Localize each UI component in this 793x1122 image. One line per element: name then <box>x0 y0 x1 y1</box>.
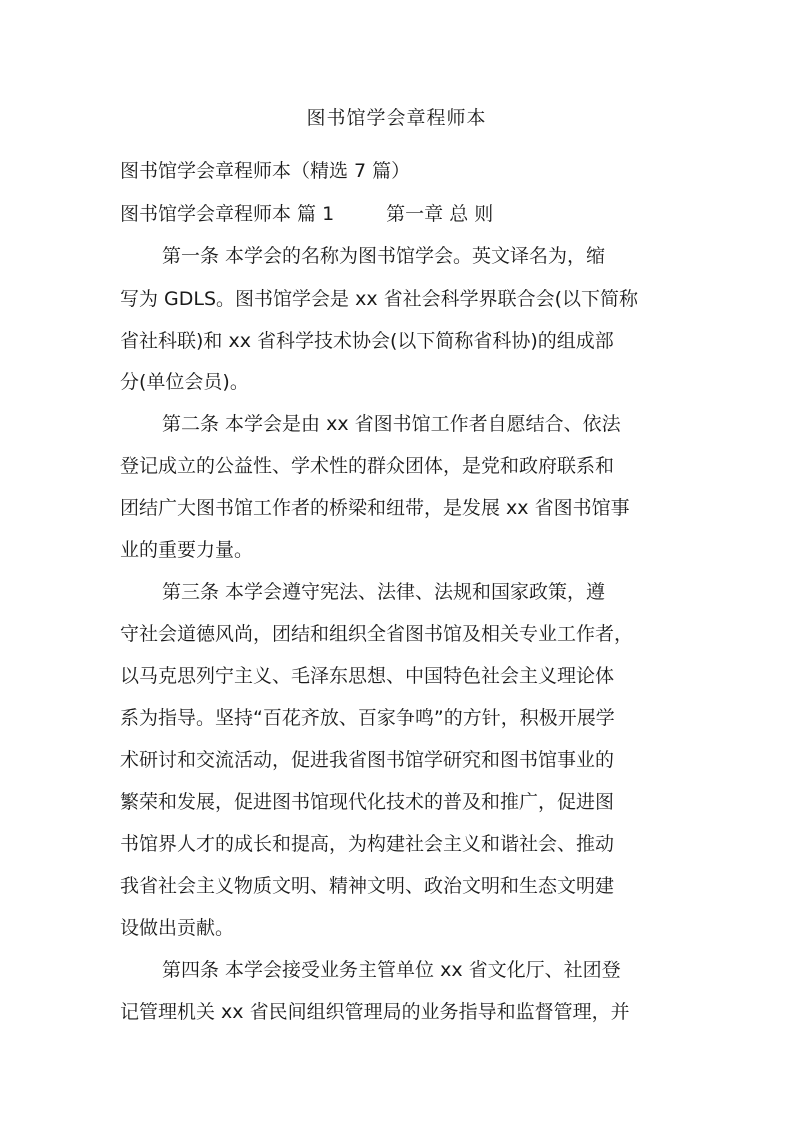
paragraph-line: 分(单位会员)。 <box>120 371 249 393</box>
chapter-heading: 第一章 总 则 <box>386 203 494 225</box>
paragraph-line: 术研讨和交流活动，促进我省图书馆学研究和图书馆事业的 <box>120 749 615 771</box>
paragraph-line: 守社会道德风尚，团结和组织全省图书馆及相关专业工作者， <box>120 623 634 645</box>
document-subtitle: 图书馆学会章程师本（精选 7 篇） <box>120 160 411 182</box>
paragraph-line: 书馆界人才的成长和提高，为构建社会主义和谐社会、推动 <box>120 833 615 855</box>
chapter-line <box>120 201 493 228</box>
paragraph-line: 第一条 本学会的名称为图书馆学会。英文译名为，缩 <box>162 245 606 267</box>
paragraph-line: 系为指导。坚持“百花齐放、百家争鸣”的方针，积极开展学 <box>120 707 615 729</box>
paragraph-line: 设做出贡献。 <box>120 917 235 939</box>
paragraph-line: 省社科联)和 xx 省科学技术协会(以下简称省科协)的组成部 <box>120 330 614 352</box>
paragraph-line: 写为 GDLS。图书馆学会是 xx 省社会科学界联合会(以下简称 <box>120 288 639 310</box>
paragraph-line: 第三条 本学会遵守宪法、法律、法规和国家政策，遵 <box>162 581 606 603</box>
paragraph-line: 登记成立的公益性、学术性的群众团体，是党和政府联系和 <box>120 455 615 477</box>
paragraph-line: 繁荣和发展，促进图书馆现代化技术的普及和推广，促进图 <box>120 791 615 813</box>
paragraph-line: 业的重要力量。 <box>120 539 254 561</box>
paragraph-line: 第四条 本学会接受业务主管单位 xx 省文化厅、社团登 <box>162 959 621 981</box>
paragraph-line: 以马克思列宁主义、毛泽东思想、中国特色社会主义理论体 <box>120 665 615 687</box>
paragraph-line: 第二条 本学会是由 xx 省图书馆工作者自愿结合、依法 <box>162 413 621 435</box>
chapter-prefix: 图书馆学会章程师本 篇 1 <box>120 203 335 225</box>
paragraph-line: 团结广大图书馆工作者的桥梁和纽带，是发展 xx 省图书馆事 <box>120 497 630 519</box>
paragraph-line: 我省社会主义物质文明、精神文明、政治文明和生态文明建 <box>120 875 615 897</box>
document-title: 图书馆学会章程师本 <box>306 107 487 129</box>
paragraph-line: 记管理机关 xx 省民间组织管理局的业务指导和监督管理，并 <box>120 1001 630 1023</box>
